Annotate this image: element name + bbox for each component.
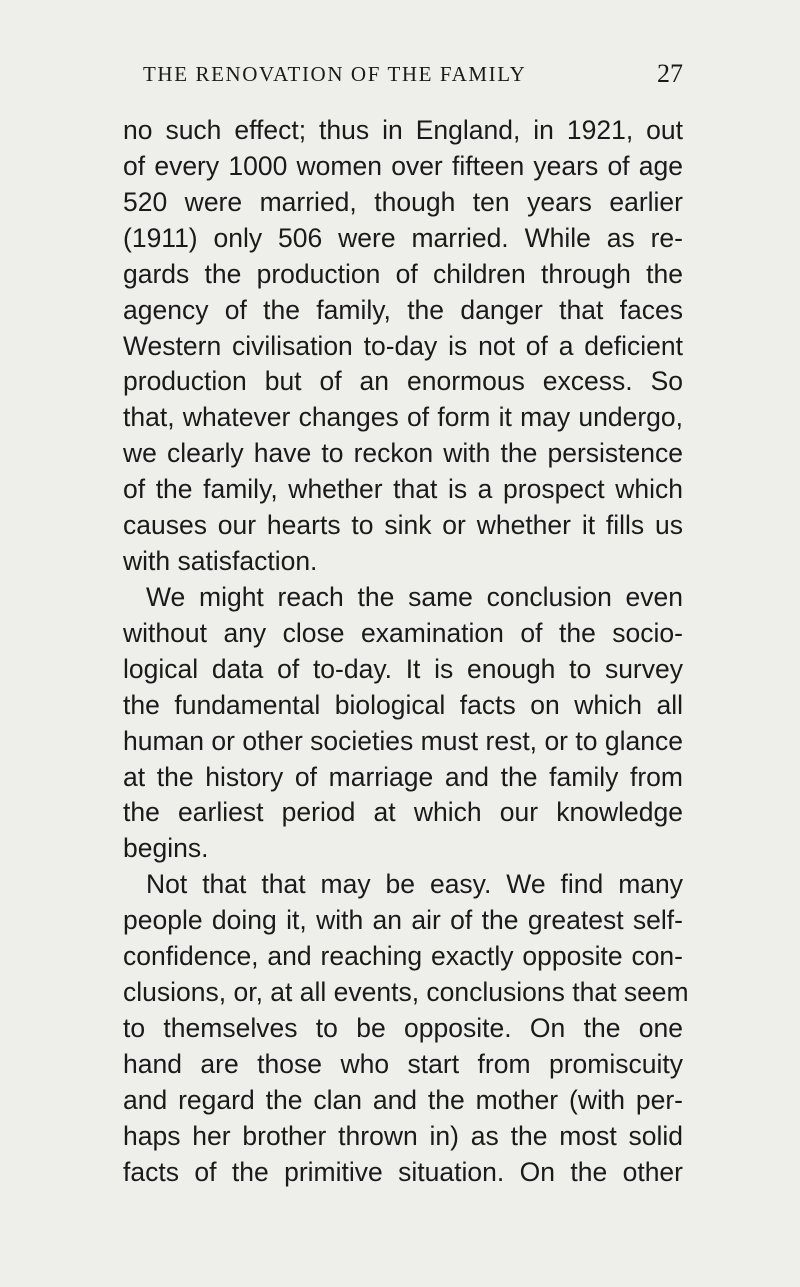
text-line: of the family, whether that is a prospect which [123,474,683,505]
text-line: facts of the primitive situation. On the other [123,1156,683,1187]
running-title: THE RENOVATION OF THE FAMILY [143,62,527,86]
text-line: without any close examination of the socio- [123,617,683,648]
text-line: haps her brother thrown in) as the most solid [123,1120,683,1151]
text-line: gards the production of children through the [123,258,683,289]
text-line: hand are those who start from promiscuity [123,1048,683,1079]
text-line: people doing it, with an air of the greatest self- [123,905,683,936]
text-line: the earliest period at which our knowledge [123,797,683,828]
text-line: that, whatever changes of form it may undergo, [123,402,683,433]
text-line: the fundamental biological facts on which all [123,689,683,720]
text-line: Not that that may be easy. We find many [146,869,683,900]
text-line: 520 were married, though ten years earlier [123,186,683,217]
text-line: human or other societies must rest, or to glance [123,725,683,756]
text-line: agency of the family, the danger that faces [123,294,683,325]
text-line: (1911) only 506 were married. While as re- [123,222,683,253]
text-line: to themselves to be opposite. On the one [123,1013,683,1043]
text-line: logical data of to-day. It is enough to survey [123,653,683,684]
running-head [143,59,683,90]
text-line: and regard the clan and the mother (with per- [123,1084,683,1115]
page-number: 27 [657,59,683,88]
text-line: production but of an enormous excess. So [123,366,683,397]
text-line: begins. [123,833,209,864]
text-line: confidence, and reaching exactly opposite con- [123,941,683,972]
text-line: with satisfaction. [123,546,318,577]
text-line: we clearly have to reckon with the persistence [123,438,683,469]
text-line: clusions, or, at all events, conclusions that seem [123,977,689,1008]
text-line: Western civilisation to-day is not of a deficient [123,330,683,361]
text-line: at the history of marriage and the family from [123,761,683,792]
text-line: causes our hearts to sink or whether it fills us [123,510,683,541]
text-line: We might reach the same conclusion even [146,581,683,612]
text-line: no such effect; thus in England, in 1921, out [123,115,683,145]
text-line: of every 1000 women over fifteen years of age [123,150,683,181]
